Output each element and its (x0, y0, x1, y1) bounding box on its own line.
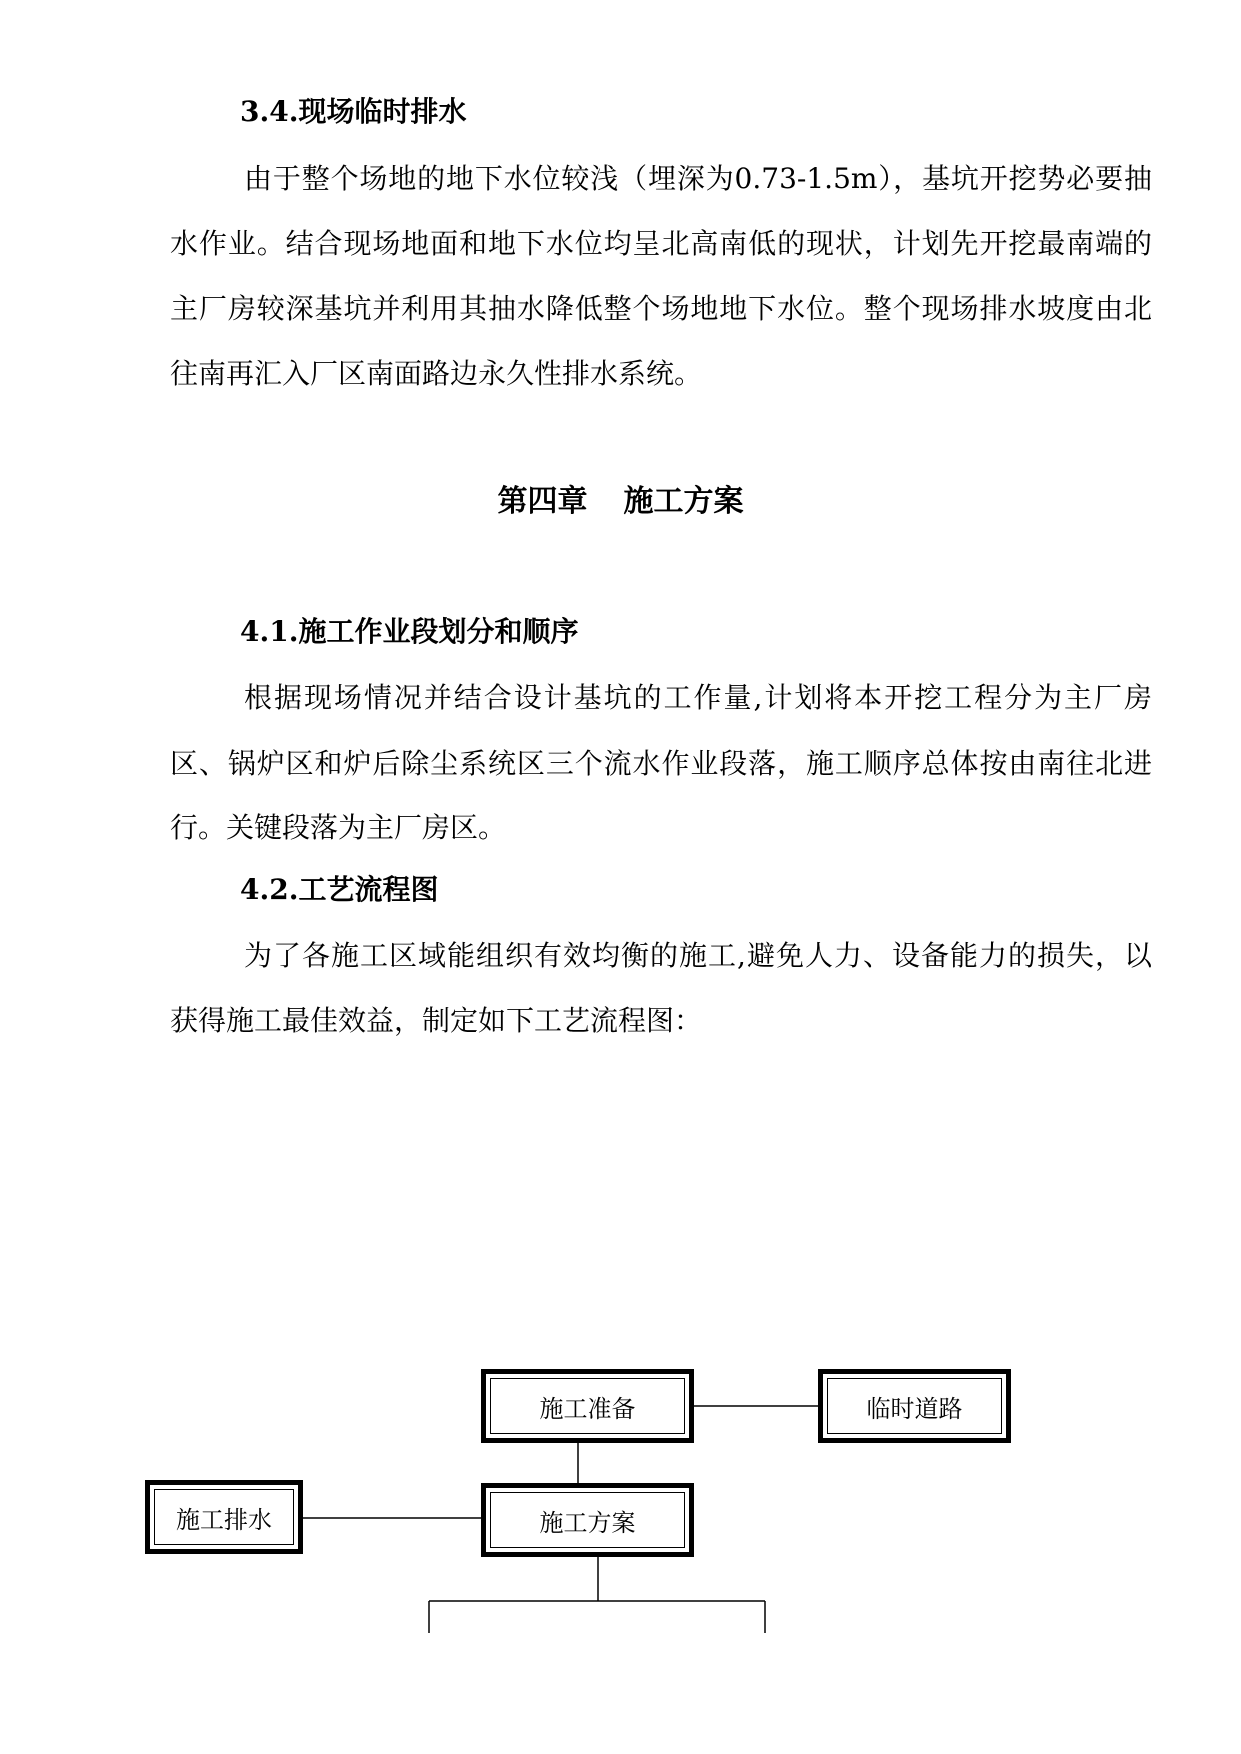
paragraph-line: 由于整个场地的地下水位较浅（埋深为0.73-1.5m），基坑开挖势必要抽 (244, 162, 1152, 195)
flowchart-box-prep-label: 施工准备 (490, 1378, 685, 1434)
flowchart-box-drainage-label: 施工排水 (154, 1489, 294, 1545)
paragraph-line: 获得施工最佳效益，制定如下工艺流程图： (170, 1004, 703, 1037)
section-heading-3-4: 3.4.现场临时排水 (240, 95, 467, 128)
chapter-number: 第四章 (497, 484, 588, 519)
section-heading-4-2: 4.2.工艺流程图 (240, 873, 439, 906)
section-heading-4-1: 4.1.施工作业段划分和顺序 (240, 615, 579, 648)
flowchart-box-plan (481, 1483, 694, 1557)
paragraph-line: 为了各施工区域能组织有效均衡的施工,避免人力、设备能力的损失，以 (244, 939, 1152, 972)
paragraph-line: 水作业。结合现场地面和地下水位均呈北高南低的现状，计划先开挖最南端的 (170, 227, 1152, 260)
paragraph-line: 行。关键段落为主厂房区。 (170, 811, 507, 844)
flowchart-box-temp-road (818, 1369, 1011, 1443)
chapter-name: 施工方案 (623, 484, 744, 519)
paragraph-line: 主厂房较深基坑并利用其抽水降低整个场地地下水位。整个现场排水坡度由北 (170, 292, 1152, 325)
flowchart-box-prep (481, 1369, 694, 1443)
flowchart-box-drainage (145, 1480, 303, 1554)
flowchart-box-plan-label: 施工方案 (490, 1492, 685, 1548)
paragraph-line: 往南再汇入厂区南面路边永久性排水系统。 (170, 357, 703, 390)
paragraph-line: 根据现场情况并结合设计基坑的工作量,计划将本开挖工程分为主厂房 (244, 681, 1152, 714)
paragraph-line: 区、锅炉区和炉后除尘系统区三个流水作业段落，施工顺序总体按由南往北进 (170, 747, 1152, 780)
flowchart-box-temp-road-label: 临时道路 (827, 1378, 1002, 1434)
